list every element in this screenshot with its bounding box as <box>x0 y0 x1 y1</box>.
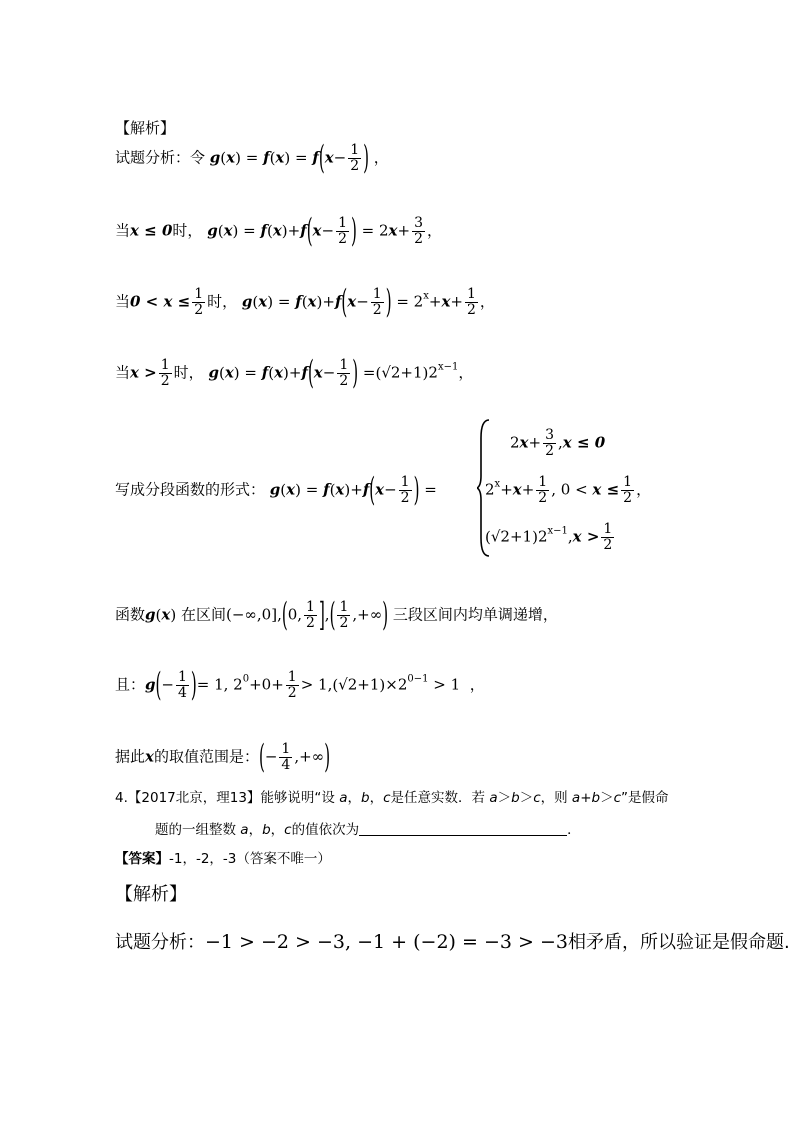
answer-value: -1，-2，-3（答案不唯一） <box>169 851 331 867</box>
piecewise-case-3: $(√2+1)2^{x-1},x$ > $\frac{1}{2}$ <box>485 521 613 553</box>
line-range: 据此x的取值范围是：(− $\frac{1}{4}$ ,+∞) <box>115 736 331 776</box>
line-definition: 试题分析：令 g(x) = f(x) = f(x− $\frac{1}{2}$ ) ， <box>115 137 389 177</box>
piecewise-case-2: $2^x+x+$ $\frac{1}{2}$ , 0 < x ≤ $\frac{1}{2}$ ， <box>485 474 652 506</box>
question-text: 能够说明“设 <box>260 790 335 806</box>
condition: x > <box>130 363 157 382</box>
question-text: ． <box>567 822 581 838</box>
line-case-1: 当x ≤ 0时， g(x) = f(x)+f(x− $\frac{1}{2}$ ) = 2x+ $\frac{3}{2}$ ， <box>115 210 442 250</box>
question-text: 题的一组整数 <box>155 822 236 838</box>
line-case-3: 当x > $\frac{1}{2}$ 时， g(x) = f(x)+f(x− $\frac{1}{2}$ ) $=(√2+1)2^{x-1}$， <box>115 352 474 392</box>
line-prefix: 且： <box>115 675 146 694</box>
line-suffix: 相矛盾，所以验证是假命题. <box>567 932 790 953</box>
question-number: 4. <box>115 790 128 806</box>
question-4-line2: 题的一组整数 a，b，c的值依次为 ． <box>155 822 581 838</box>
line-prefix: 试题分析：令 <box>115 148 206 167</box>
analysis2-line <box>115 933 790 952</box>
question-text: ”是假命 <box>621 790 669 806</box>
line-piecewise: 写成分段函数的形式： g(x) = f(x)+f(x− $\frac{1}{2}$ ) = <box>115 469 437 509</box>
line-mid: 在区间 <box>180 605 226 624</box>
line-suffix: ， <box>373 148 389 167</box>
line-prefix: 写成分段函数的形式： <box>115 480 266 499</box>
line-shi: 时， <box>207 292 238 311</box>
analysis-title: 【解析】 <box>115 119 176 137</box>
line-suffix: 三段区间内均单调递增， <box>392 605 558 624</box>
question-text: 的值依次为 <box>291 822 360 838</box>
line-prefix: 当 <box>115 221 131 240</box>
line-shi: 时， <box>172 221 203 240</box>
question-4: 4.【2017北京，理13】能够说明“设 a，b，c是任意实数．若 a＞b＞c，则 a+b＞c”是假命 <box>115 790 669 806</box>
condition: x ≤ 0 <box>130 221 173 240</box>
answer-line <box>115 853 331 867</box>
question-text: 是任意实数．若 <box>390 790 486 806</box>
answer-label: 【答案】 <box>115 851 169 867</box>
line-values: 且：g(− $\frac{1}{4}$ )= 1, $2^0+0+$ $\frac{1}{2}$ > $1,(√2+1)\times 2^{0-1} > 1$ ， <box>115 664 485 704</box>
analysis2-title: 【解析】 <box>115 884 187 905</box>
line-case-2: 当0 < x ≤ $\frac{1}{2}$ 时， g(x) = f(x)+f(x− $\frac{1}{2}$ ) = $2^x+x+$ $\frac{1}{2}$ ， <box>115 281 495 321</box>
line-prefix: 当 <box>115 363 131 382</box>
line-prefix: 函数 <box>115 605 146 624</box>
piecewise-case-1: 2x+ $\frac{3}{2}$ ,x ≤ 0 <box>510 427 606 459</box>
line-monotonic: 函数g(x) 在区间(−∞,0],(0, $\frac{1}{2}$ ],( $\frac{1}{2}$ ,+∞) 三段区间内均单调递增， <box>115 594 558 634</box>
line-prefix: 据此 <box>115 747 146 766</box>
question-source: 【2017北京，理13】 <box>127 790 261 806</box>
line-prefix: 试题分析： <box>115 932 205 953</box>
line-shi: 时， <box>173 363 204 382</box>
line-mid: 的取值范围是： <box>153 747 259 766</box>
var-x: x <box>145 747 154 766</box>
question-text: ，则 <box>540 790 568 806</box>
analysis2-math: −1 > −2 > −3, −1 + (−2) = −3 > −3 <box>205 931 568 953</box>
answer-blank <box>359 835 567 836</box>
line-prefix: 当 <box>115 292 131 311</box>
condition: 0 < x ≤ <box>130 292 191 311</box>
